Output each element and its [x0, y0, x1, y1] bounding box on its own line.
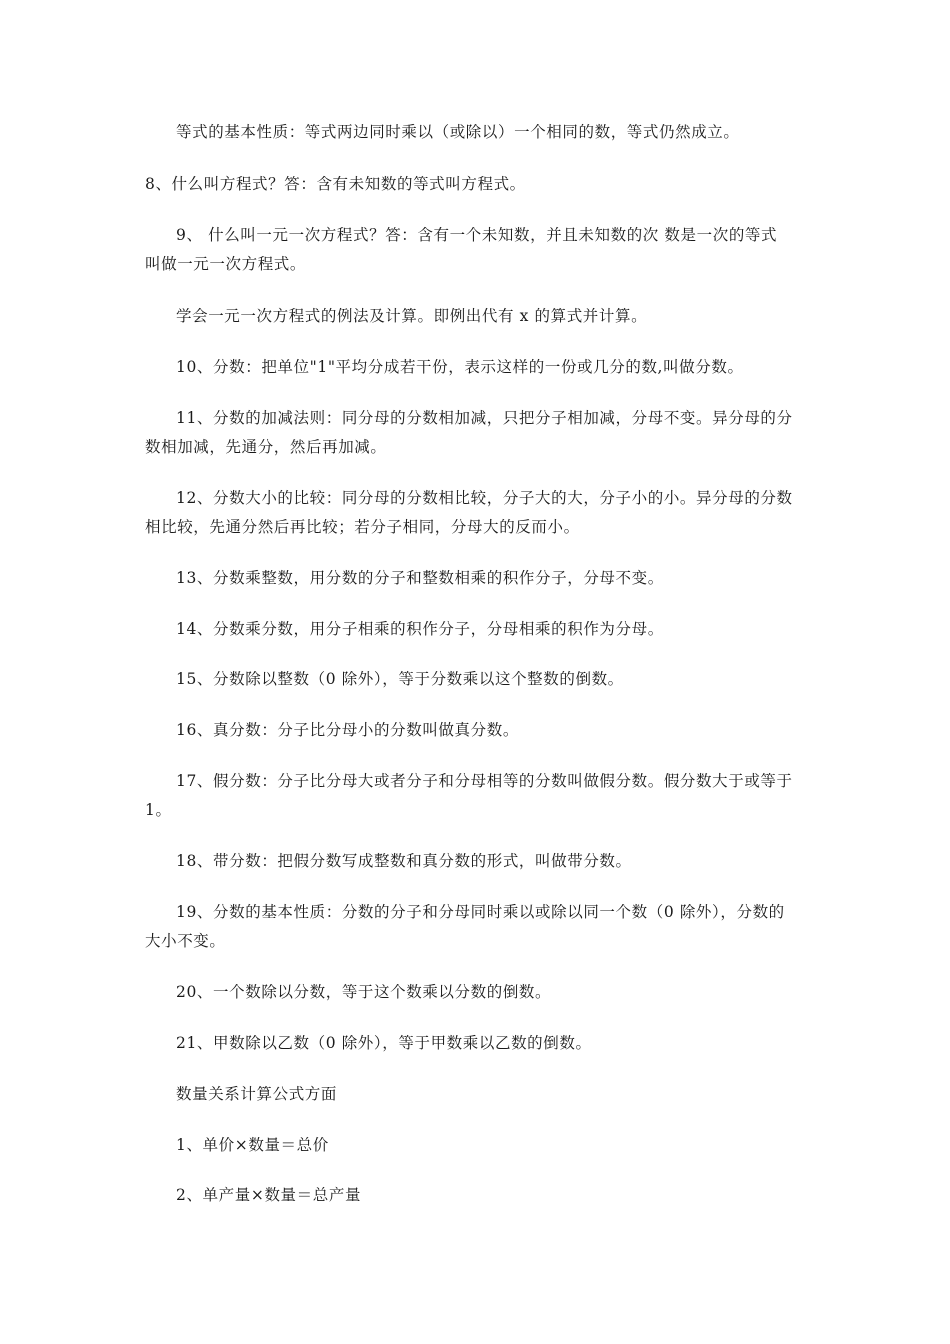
paragraph-item-17 — [145, 767, 810, 825]
text-line: 1、单价×数量＝总价 — [176, 1136, 329, 1154]
text-line: 16、真分数：分子比分母小的分数叫做真分数。 — [176, 721, 519, 739]
paragraph-item-16 — [145, 716, 810, 745]
paragraph-item-12 — [145, 484, 810, 542]
paragraph-item-14 — [145, 615, 810, 644]
paragraph-item-11 — [145, 404, 810, 462]
section-heading-formulas — [145, 1080, 810, 1109]
paragraph-item-8 — [145, 170, 810, 199]
text-line: 19、分数的基本性质：分数的分子和分母同时乘以或除以同一个数（0 除外），分数的 — [176, 903, 785, 921]
text-line: 21、甲数除以乙数（0 除外），等于甲数乘以乙数的倒数。 — [176, 1034, 592, 1052]
paragraph-linear-equation-note — [145, 302, 810, 331]
formula-item-2 — [145, 1181, 810, 1210]
text-line: 9、 什么叫一元一次方程式？答：含有一个未知数，并且未知数的次 数是一次的等式 — [176, 226, 778, 244]
paragraph-item-10 — [145, 353, 810, 382]
text-line: 12、分数大小的比较：同分母的分数相比较，分子大的大，分子小的小。异分母的分数 — [176, 489, 793, 507]
text-line: 数量关系计算公式方面 — [176, 1085, 338, 1103]
paragraph-item-13 — [145, 564, 810, 593]
text-line: 1。 — [145, 801, 172, 819]
paragraph-item-20 — [145, 978, 810, 1007]
paragraph-equality-property — [145, 118, 810, 147]
text-line: 20、一个数除以分数，等于这个数乘以分数的倒数。 — [176, 983, 552, 1001]
text-line: 18、带分数：把假分数写成整数和真分数的形式，叫做带分数。 — [176, 852, 632, 870]
text-line: 11、分数的加减法则：同分母的分数相加减，只把分子相加减，分母不变。异分母的分 — [176, 409, 793, 427]
paragraph-item-21 — [145, 1029, 810, 1058]
paragraph-item-18 — [145, 847, 810, 876]
paragraph-item-15 — [145, 665, 810, 694]
text-line: 13、分数乘整数，用分数的分子和整数相乘的积作分子，分母不变。 — [176, 569, 664, 587]
text-line: 大小不变。 — [145, 932, 226, 950]
text-line: 数相加减，先通分，然后再加减。 — [145, 438, 387, 456]
text-line: 相比较，先通分然后再比较；若分子相同，分母大的反而小。 — [145, 518, 580, 536]
text-line: 2、单产量×数量＝总产量 — [176, 1186, 362, 1204]
text-line: 10、分数：把单位"1"平均分成若干份，表示这样的一份或几分的数,叫做分数。 — [176, 358, 744, 376]
text-line: 14、分数乘分数，用分子相乘的积作分子，分母相乘的积作为分母。 — [176, 620, 664, 638]
text-line: 叫做一元一次方程式。 — [145, 255, 307, 273]
text-line: 8、什么叫方程式？答：含有未知数的等式叫方程式。 — [145, 175, 526, 193]
text-line: 15、分数除以整数（0 除外），等于分数乘以这个整数的倒数。 — [176, 670, 624, 688]
paragraph-item-9 — [145, 221, 810, 279]
paragraph-item-19 — [145, 898, 810, 956]
text-line: 17、假分数：分子比分母大或者分子和分母相等的分数叫做假分数。假分数大于或等于 — [176, 772, 793, 790]
text-line: 等式的基本性质：等式两边同时乘以（或除以）一个相同的数，等式仍然成立。 — [176, 123, 740, 141]
formula-item-1 — [145, 1131, 810, 1160]
text-line: 学会一元一次方程式的例法及计算。即例出代有 x 的算式并计算。 — [176, 307, 648, 325]
